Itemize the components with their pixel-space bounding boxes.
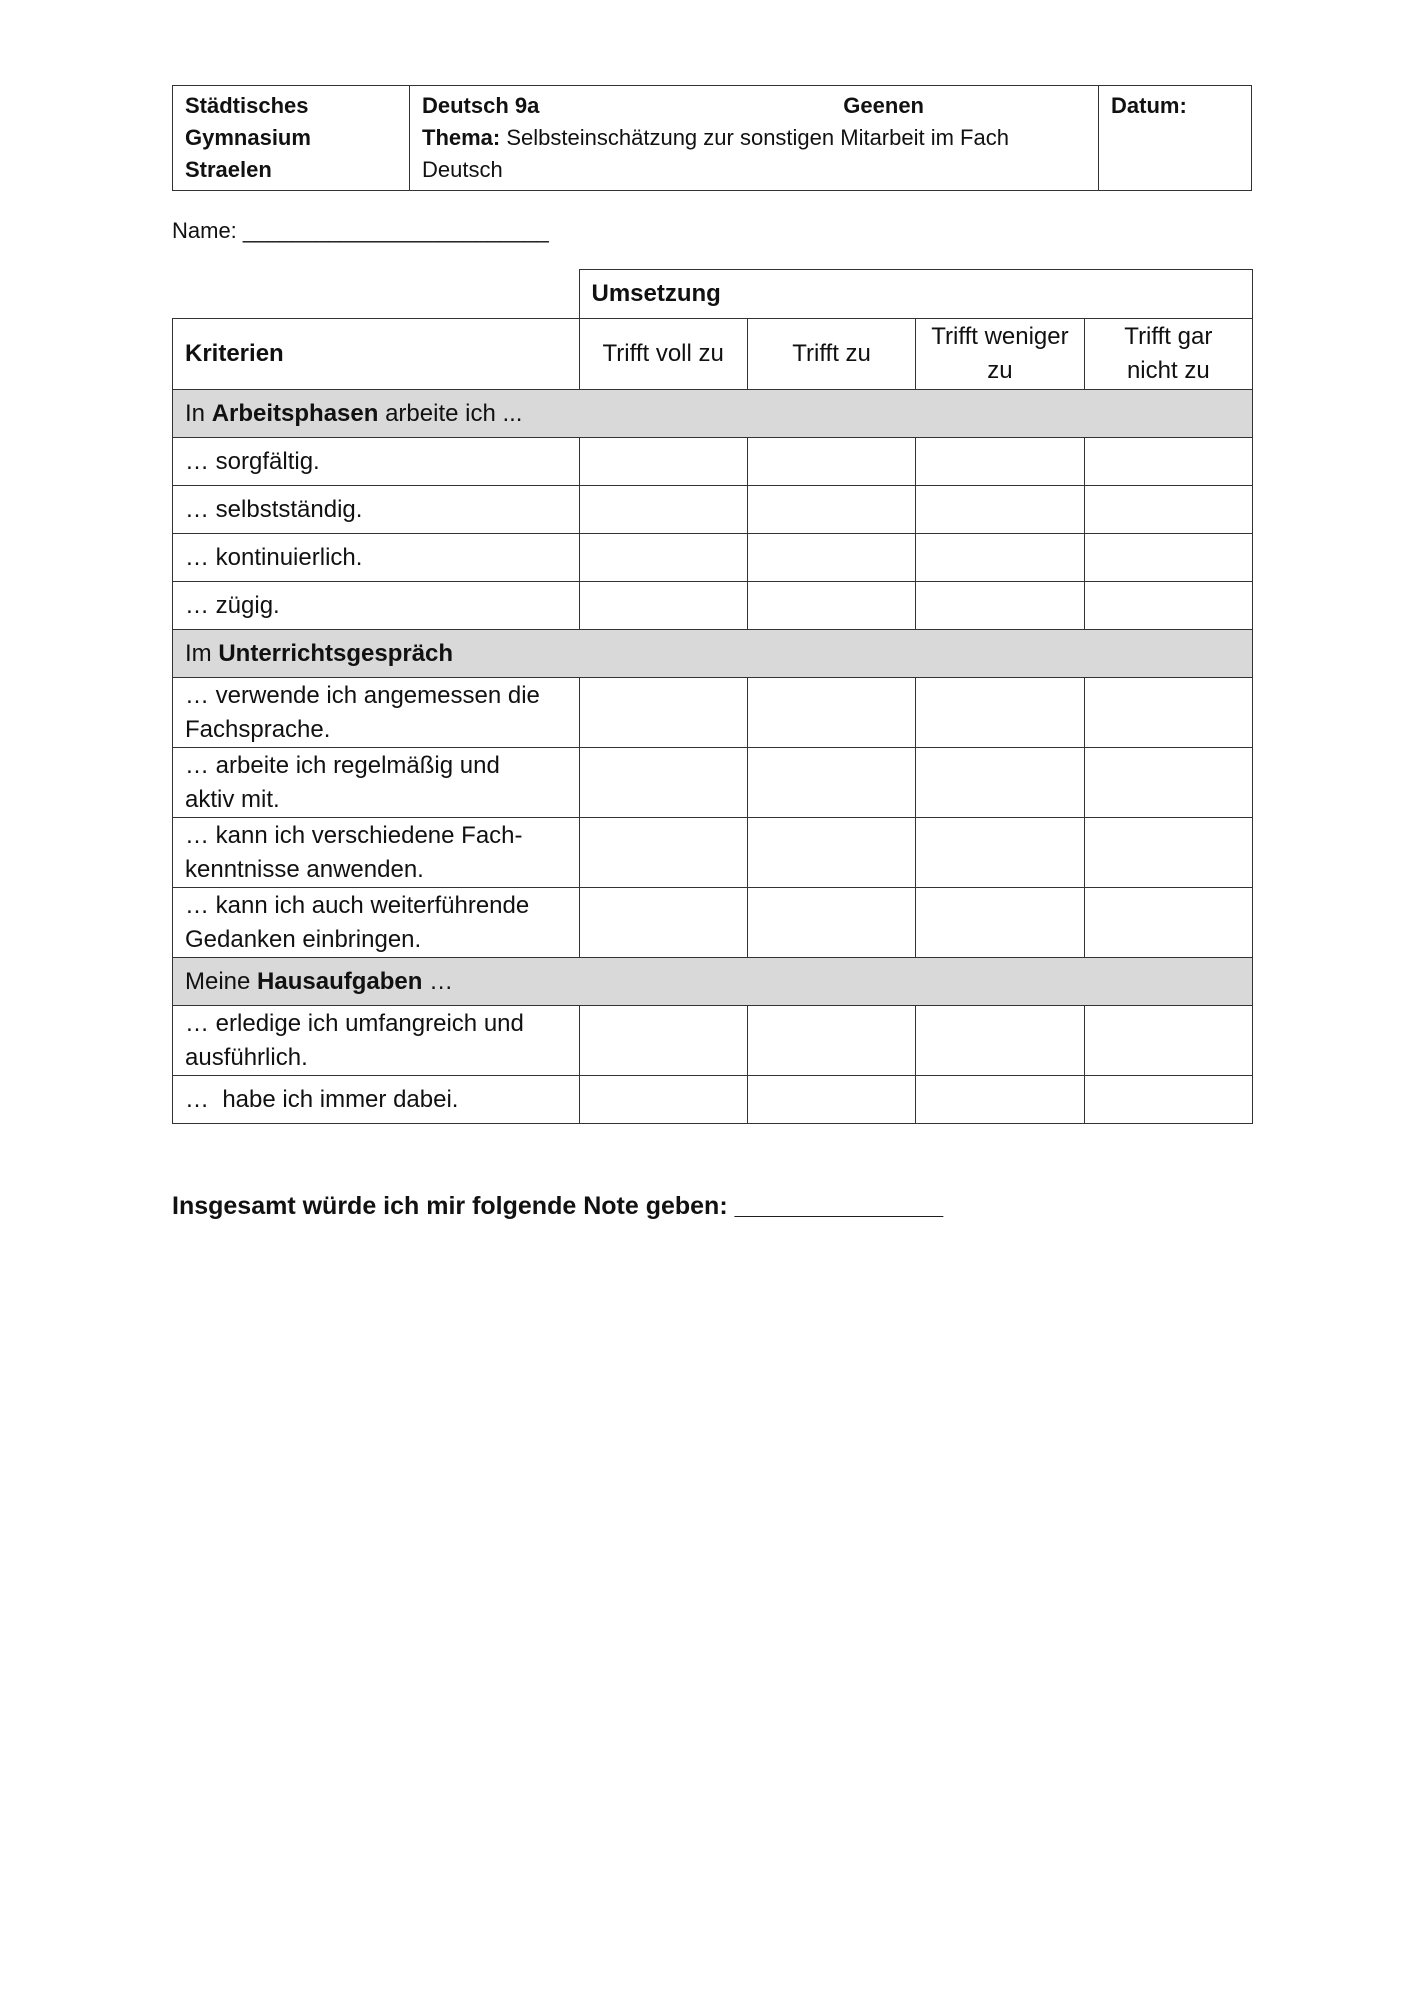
rating-cell[interactable] (747, 678, 915, 748)
rating-cell[interactable] (747, 1006, 915, 1076)
course-info (410, 86, 1099, 191)
column-header: Trifft gar nicht zu (1084, 319, 1252, 390)
rating-cell[interactable] (579, 534, 747, 582)
criteria-row (173, 888, 1253, 958)
criteria-row (173, 1006, 1253, 1076)
criteria-label: … zügig. (173, 582, 580, 630)
rating-cell[interactable] (1084, 748, 1252, 818)
section-heading (173, 958, 1253, 1006)
rating-cell[interactable] (579, 1006, 747, 1076)
rating-cell[interactable] (1084, 534, 1252, 582)
rating-cell[interactable] (747, 748, 915, 818)
rating-cell[interactable] (916, 748, 1084, 818)
criteria-text-line: … verwende ich angemessen die (185, 681, 540, 709)
criteria-row (173, 438, 1253, 486)
school-line-2: Gymnasium (185, 125, 311, 150)
rating-cell[interactable] (747, 438, 915, 486)
criteria-text-line: … kann ich verschiedene Fach- (185, 821, 523, 849)
criteria-label (173, 678, 580, 748)
section-row (173, 958, 1253, 1006)
course-name: Deutsch 9a (422, 93, 540, 118)
criteria-row (173, 486, 1253, 534)
criteria-label (173, 888, 580, 958)
umsetzung-header: Umsetzung (579, 270, 1253, 319)
criteria-text-line: ausführlich. (185, 1043, 308, 1071)
rating-cell[interactable] (747, 888, 915, 958)
rating-cell[interactable] (916, 438, 1084, 486)
section-suffix: arbeite ich ... (378, 399, 523, 427)
rating-cell[interactable] (916, 888, 1084, 958)
section-title: Arbeitsphasen (211, 399, 379, 427)
rating-cell[interactable] (1084, 1006, 1252, 1076)
column-header: Trifft voll zu (579, 319, 747, 390)
rating-cell[interactable] (747, 582, 915, 630)
section-prefix: Im (185, 639, 219, 667)
rating-cell[interactable] (579, 748, 747, 818)
rating-cell[interactable] (1084, 438, 1252, 486)
rating-cell[interactable] (1084, 486, 1252, 534)
section-suffix: … (422, 967, 454, 995)
name-field[interactable]: Name: _________________________ (172, 218, 549, 243)
criteria-text-line: … erledige ich umfangreich und (185, 1009, 524, 1037)
section-row (173, 390, 1253, 438)
rating-cell[interactable] (747, 486, 915, 534)
rating-cell[interactable] (747, 534, 915, 582)
rating-cell[interactable] (916, 534, 1084, 582)
rating-cell[interactable] (579, 438, 747, 486)
school-line-1: Städtisches (185, 93, 309, 118)
rating-cell[interactable] (916, 818, 1084, 888)
criteria-label: … sorgfältig. (173, 438, 580, 486)
section-row (173, 630, 1253, 678)
section-heading (173, 630, 1253, 678)
rating-cell[interactable] (1084, 1076, 1252, 1124)
grade-field[interactable]: Insgesamt würde ich mir folgende Note geben: _______________ (172, 1192, 944, 1220)
criteria-text-line: kenntnisse anwenden. (185, 855, 424, 883)
teacher-name: Geenen (843, 93, 924, 118)
section-heading (173, 390, 1253, 438)
kriterien-header: Kriterien (173, 319, 580, 390)
datum-field[interactable] (1099, 86, 1252, 191)
criteria-row (173, 748, 1253, 818)
rating-cell[interactable] (1084, 582, 1252, 630)
rating-cell[interactable] (579, 582, 747, 630)
datum-label: Datum: (1111, 93, 1187, 118)
section-title: Hausaufgaben (257, 967, 423, 995)
rating-cell[interactable] (579, 1076, 747, 1124)
rating-cell[interactable] (916, 486, 1084, 534)
column-header: Trifft weniger zu (916, 319, 1084, 390)
thema-label: Thema: (422, 125, 501, 150)
rating-cell[interactable] (579, 818, 747, 888)
rating-cell[interactable] (916, 678, 1084, 748)
rating-cell[interactable] (1084, 888, 1252, 958)
rating-cell[interactable] (579, 486, 747, 534)
criteria-label: … habe ich immer dabei. (173, 1076, 580, 1124)
criteria-text-line: aktiv mit. (185, 785, 280, 813)
criteria-text-line: … kann ich auch weiterführende (185, 891, 530, 919)
rating-cell[interactable] (1084, 678, 1252, 748)
criteria-table (172, 269, 1253, 1124)
rating-cell[interactable] (579, 678, 747, 748)
rating-cell[interactable] (916, 1076, 1084, 1124)
thema-text: Selbsteinschätzung zur sonstigen Mitarbeit im Fach (506, 125, 1009, 150)
rating-cell[interactable] (916, 1006, 1084, 1076)
rating-cell[interactable] (1084, 818, 1252, 888)
criteria-text-line: Fachsprache. (185, 715, 331, 743)
criteria-label (173, 748, 580, 818)
header-table (172, 85, 1252, 191)
criteria-row (173, 678, 1253, 748)
criteria-row (173, 582, 1253, 630)
corner-cell (173, 270, 580, 319)
rating-cell[interactable] (747, 1076, 915, 1124)
criteria-row (173, 1076, 1253, 1124)
rating-cell[interactable] (747, 818, 915, 888)
criteria-text-line: … arbeite ich regelmäßig und (185, 751, 500, 779)
section-title: Unterrichtsgespräch (218, 639, 454, 667)
criteria-row (173, 818, 1253, 888)
thema-text-2: Deutsch (422, 157, 503, 182)
criteria-label: … selbstständig. (173, 486, 580, 534)
criteria-text-line: Gedanken einbringen. (185, 925, 422, 953)
criteria-row (173, 534, 1253, 582)
section-prefix: In (185, 399, 212, 427)
criteria-label (173, 818, 580, 888)
rating-cell[interactable] (579, 888, 747, 958)
school-line-3: Straelen (185, 157, 272, 182)
criteria-label (173, 1006, 580, 1076)
column-header: Trifft zu (747, 319, 915, 390)
section-prefix: Meine (185, 967, 258, 995)
rating-cell[interactable] (916, 582, 1084, 630)
criteria-label: … kontinuierlich. (173, 534, 580, 582)
school-name (173, 86, 410, 191)
